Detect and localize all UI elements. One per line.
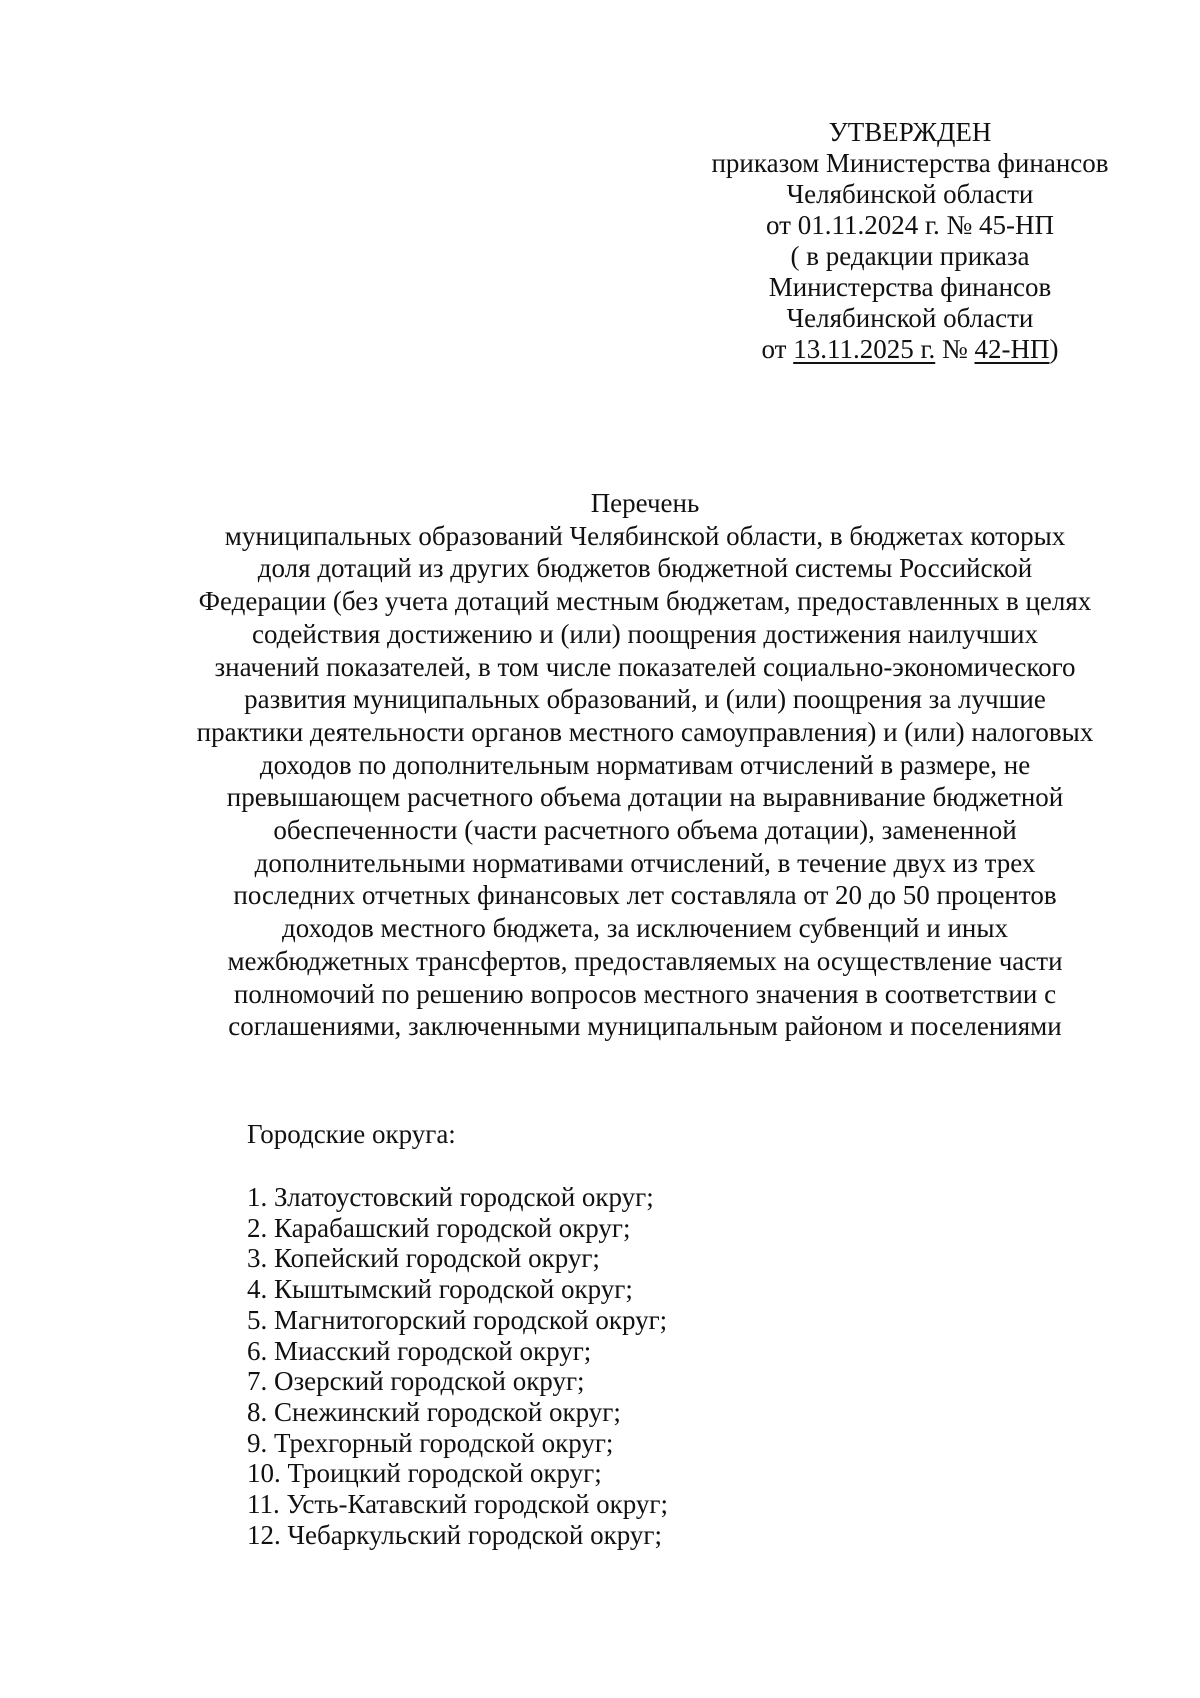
list-item: 2. Карабашский городской округ; xyxy=(247,1212,631,1243)
title-line: муниципальных образований Челябинской области, в бюджетах которых xyxy=(224,520,1066,551)
title-line: доходов по дополнительным нормативам отчислений в размере, не xyxy=(259,749,1031,780)
title-line: последних отчетных финансовых лет составляла от 20 до 50 процентов xyxy=(233,880,1057,911)
approval-line: Челябинской области xyxy=(786,179,1034,209)
list-item: 6. Миасский городской округ; xyxy=(247,1335,592,1366)
title-line: полномочий по решению вопросов местного значения в соответствии с xyxy=(233,978,1057,1009)
list-item: 1. Златоустовский городской округ; xyxy=(247,1182,654,1212)
list-item: 9. Трехгорный городской округ; xyxy=(247,1427,614,1458)
list-item: 11. Усть-Катавский городской округ; xyxy=(247,1489,668,1520)
title-line: развития муниципальных образований, и (или) поощрения за лучшие xyxy=(244,684,1046,715)
list-item: 12. Чебаркульский городской округ; xyxy=(247,1519,662,1550)
list-item: 5. Магнитогорский городской округ; xyxy=(247,1304,668,1335)
title-line: превышающем расчетного объема дотации на выравнивание бюджетной xyxy=(226,782,1064,813)
title-line: Федерации (без учета дотаций местным бюджетам, предоставленных в целях xyxy=(198,586,1092,617)
title-line: обеспеченности (части расчетного объема дотации), замененной xyxy=(273,815,1017,846)
approval-amendment-line xyxy=(680,334,1140,365)
approval-stamp-block xyxy=(680,117,1140,365)
list-item: 10. Троицкий городской округ; xyxy=(247,1458,602,1489)
title-line: дополнительными нормативами отчислений, в течение двух из трех xyxy=(254,847,1036,878)
approval-line: Министерства финансов xyxy=(768,272,1052,302)
list-item: 4. Кыштымский городской округ; xyxy=(247,1274,633,1305)
document-title: Перечень xyxy=(590,488,700,518)
list-item: 7. Озерский городской округ; xyxy=(247,1366,585,1397)
amendment-number-sign: № xyxy=(935,334,975,364)
approval-line: приказом Министерства финансов xyxy=(711,148,1109,178)
approval-line: ( в редакции приказа xyxy=(790,241,1030,271)
approval-line: Челябинской области xyxy=(786,303,1034,333)
document-title-block xyxy=(150,487,1140,1043)
amendment-date: 13.11.2025 г. xyxy=(793,334,936,364)
title-line: значений показателей, в том числе показателей социально-экономического xyxy=(214,651,1076,682)
title-line: доходов местного бюджета, за исключением субвенций и иных xyxy=(281,913,1008,944)
amendment-prefix: от xyxy=(761,334,794,364)
amendment-suffix: ) xyxy=(1049,334,1059,364)
title-line: содействия достижению и (или) поощрения достижения наилучших xyxy=(251,618,1039,649)
title-line: межбюджетных трансфертов, предоставляемых на осуществление части xyxy=(227,945,1063,976)
title-line: доля дотаций из других бюджетов бюджетной системы Российской xyxy=(257,553,1033,584)
approval-heading: УТВЕРЖДЕН xyxy=(828,117,992,147)
approval-order-date-number: от 01.11.2024 г. № 45-НП xyxy=(766,210,1054,240)
title-line: практики деятельности органов местного самоуправления) и (или) налоговых xyxy=(196,716,1094,747)
section-heading: Городские округа: xyxy=(247,1119,456,1149)
list-item: 3. Копейский городской округ; xyxy=(247,1243,600,1274)
list-item: 8. Снежинский городской округ; xyxy=(247,1396,621,1427)
title-line: соглашениями, заключенными муниципальным районом и поселениями xyxy=(228,1011,1062,1042)
amendment-number: 42-НП xyxy=(974,334,1050,364)
city-districts-list xyxy=(247,1182,668,1550)
